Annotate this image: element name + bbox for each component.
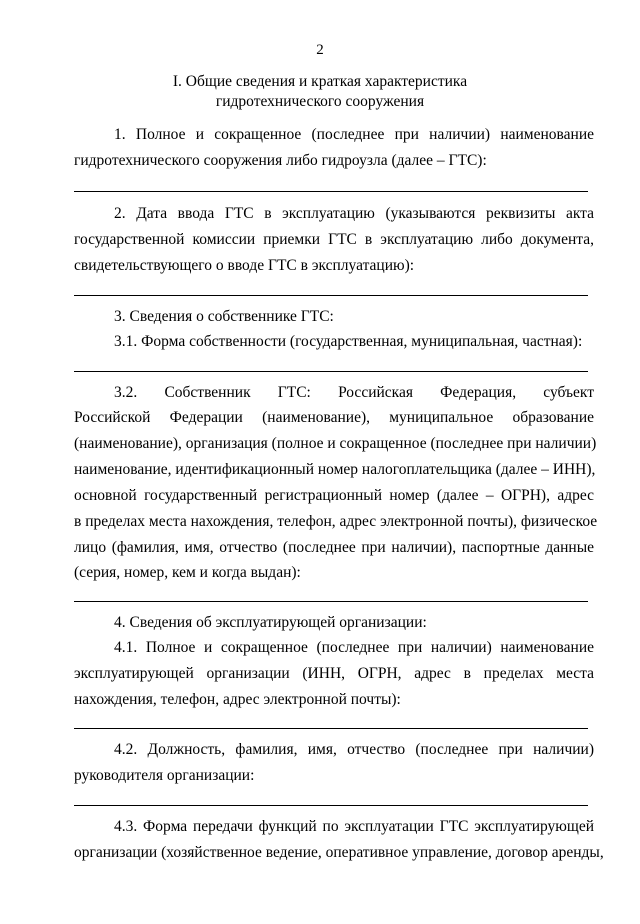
item-4-1-line-1: 4.1. Полное и сокращенное (последнее при наличии) наименование [114, 639, 594, 656]
item-4-3-line-1: 4.3. Форма передачи функций по эксплуатации ГТС эксплуатирующей [114, 818, 594, 835]
item-3-2-line-6: в пределах места нахождения, телефон, адрес электронной почты), физическое [74, 513, 598, 530]
item-3-2-line-3: (наименование), организация (полное и сокращенное (последнее при наличии) [74, 435, 597, 452]
item-4-1-line-2: эксплуатирующей организации (ИНН, ОГРН, адрес в пределах места [74, 665, 594, 682]
item-2-line-3: свидетельствующего о вводе ГТС в эксплуатацию): [74, 257, 415, 274]
item-1-line-1: 1. Полное и сокращенное (последнее при наличии) наименование [114, 126, 594, 143]
item-1-line-2: гидротехнического сооружения либо гидроузла (далее – ГТС): [74, 152, 487, 169]
item-3-2-line-2: Российской Федерации (наименование), муниципальное образование [74, 409, 594, 426]
item-3-2-line-8: (серия, номер, кем и когда выдан): [74, 564, 301, 581]
item-4-1-answer-line [74, 728, 588, 729]
item-3-1-answer-line [74, 371, 588, 372]
item-3-2-line-5: основной государственный регистрационный номер (далее – ОГРН), адрес [74, 487, 594, 504]
item-2-line-2: государственной комиссии приемки ГТС в эксплуатацию либо документа, [74, 231, 594, 248]
item-3-2-line-7: лицо (фамилия, имя, отчество (последнее при наличии), паспортные данные [74, 539, 594, 556]
item-3-line-1: 3. Сведения о собственнике ГТС: [114, 308, 334, 325]
section-heading-line-1: I. Общие сведения и краткая характеристика [172, 73, 468, 90]
item-4-2-line-1: 4.2. Должность, фамилия, имя, отчество (последнее при наличии) [114, 741, 594, 758]
item-4-2-line-2: руководителя организации: [74, 767, 255, 784]
page-number: 2 [316, 42, 324, 58]
item-4-3-line-2: организации (хозяйственное ведение, оперативное управление, договор аренды, [74, 844, 604, 861]
section-heading-line-2: гидротехнического сооружения [215, 93, 425, 110]
item-4-2-answer-line [74, 805, 588, 806]
item-1-answer-line [74, 191, 588, 192]
item-4-1-line-3: нахождения, телефон, адрес электронной почты): [74, 691, 401, 708]
item-3-2-answer-line [74, 601, 588, 602]
item-2-answer-line [74, 295, 588, 296]
item-3-2-line-4: наименование, идентификационный номер налогоплательщика (далее – ИНН), [74, 461, 596, 478]
item-2-line-1: 2. Дата ввода ГТС в эксплуатацию (указываются реквизиты акта [114, 205, 594, 222]
item-3-1-line-1: 3.1. Форма собственности (государственная, муниципальная, частная): [114, 333, 583, 350]
item-3-2-line-1: 3.2. Собственник ГТС: Российская Федерация, субъект [114, 384, 594, 401]
item-4-line-1: 4. Сведения об эксплуатирующей организации: [114, 614, 427, 631]
